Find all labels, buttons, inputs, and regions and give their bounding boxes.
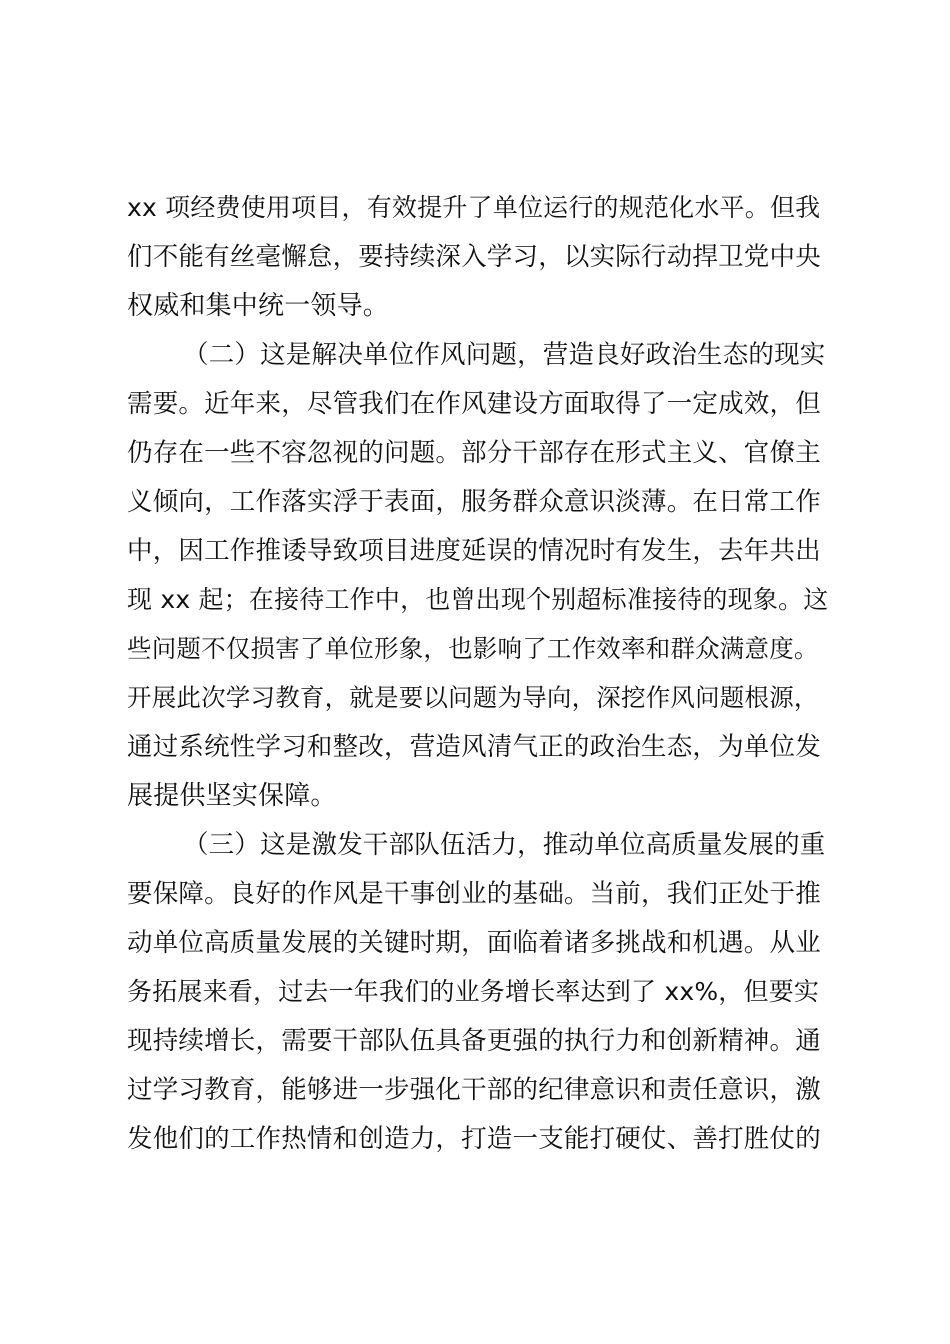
- body-text-line: 动单位高质量发展的关键时期，面临着诸多挑战和机遇。从业: [127, 928, 821, 958]
- body-text-line: 过学习教育，能够进一步强化干部的纪律意识和责任意识，激: [127, 1075, 821, 1105]
- body-text-line: 发他们的工作热情和创造力，打造一支能打硬仗、善打胜仗的: [127, 1124, 821, 1154]
- body-text-line: 务拓展来看，过去一年我们的业务增长率达到了 xx%，但要实: [127, 977, 820, 1006]
- body-text-line: 权威和集中统一领导。: [127, 291, 390, 321]
- body-text-line: 现 xx 起；在接待工作中，也曾出现个别超标准接待的现象。这: [127, 585, 829, 614]
- body-text-line: 需要。近年来，尽管我们在作风建设方面取得了一定成效，但: [127, 389, 821, 419]
- body-text-line: 展提供坚实保障。: [127, 781, 337, 811]
- section-heading-line: （二）这是解决单位作风问题，营造良好政治生态的现实: [183, 340, 826, 370]
- body-text-line: 些问题不仅损害了单位形象，也影响了工作效率和群众满意度。: [127, 634, 819, 663]
- body-text-line: 现持续增长，需要干部队伍具备更强的执行力和创新精神。通: [127, 1026, 821, 1056]
- body-text-line: 仍存在一些不容忽视的问题。部分干部存在形式主义、官僚主: [127, 438, 821, 468]
- section-heading-line: （三）这是激发干部队伍活力，推动单位高质量发展的重: [183, 830, 826, 860]
- body-text-line: 通过系统性学习和整改，营造风清气正的政治生态，为单位发: [127, 732, 821, 762]
- body-text-line: 们不能有丝毫懈怠，要持续深入学习，以实际行动捍卫党中央: [127, 242, 821, 272]
- body-text-line: 义倾向，工作落实浮于表面，服务群众意识淡薄。在日常工作: [127, 487, 821, 517]
- body-text-line: 要保障。良好的作风是干事创业的基础。当前，我们正处于推: [127, 879, 821, 909]
- body-text-line: 中，因工作推诿导致项目进度延误的情况时有发生，去年共出: [127, 536, 821, 566]
- body-text-line: xx 项经费使用项目，有效提升了单位运行的规范化水平。但我: [127, 193, 821, 222]
- body-text-line: 开展此次学习教育，就是要以问题为导向，深挖作风问题根源，: [127, 683, 819, 712]
